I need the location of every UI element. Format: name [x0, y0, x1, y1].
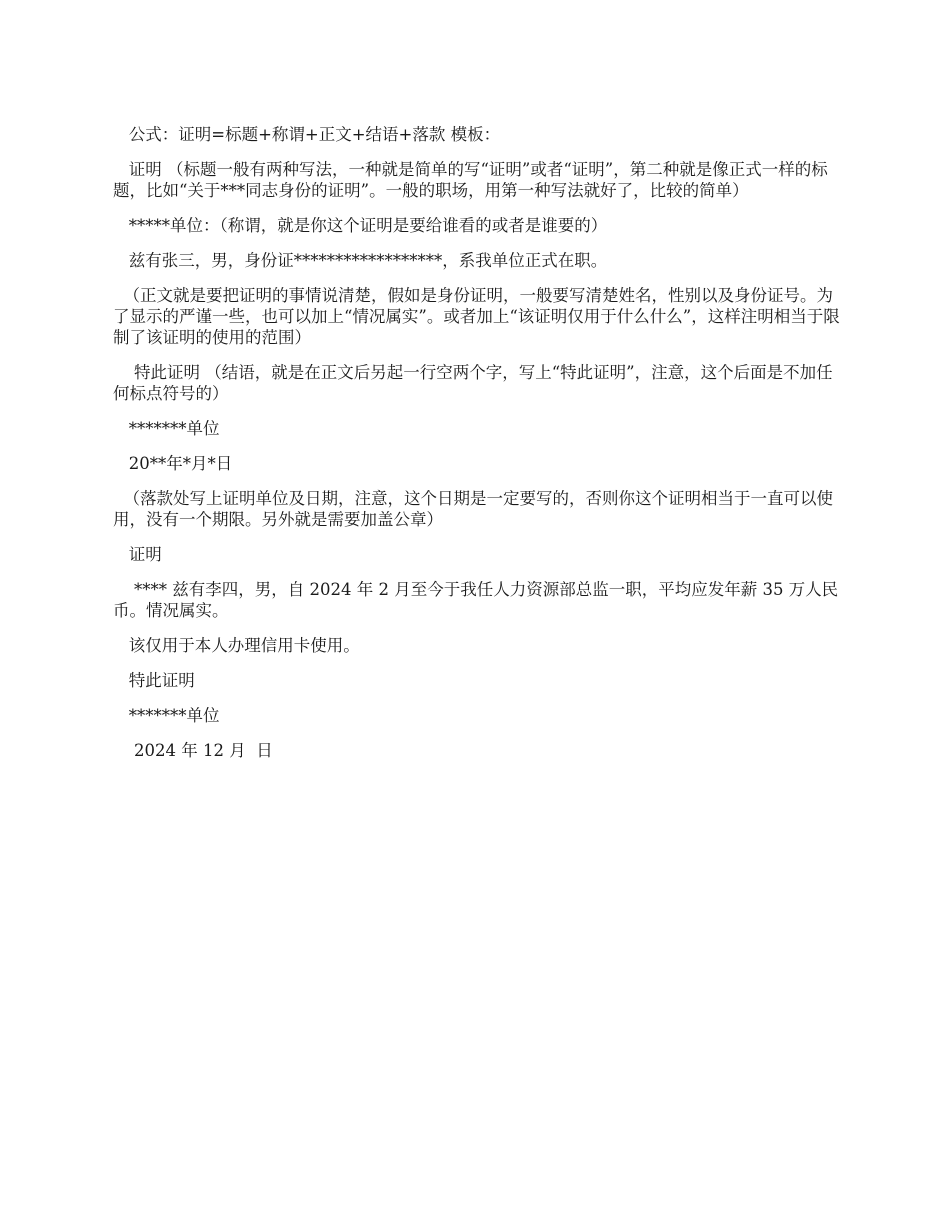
sample-usage-paragraph: 该仅用于本人办理信用卡使用。: [113, 636, 360, 655]
sample-date-paragraph: 2024 年 12 月 日: [113, 741, 273, 760]
title-explanation-paragraph: 证明 （标题一般有两种写法，一种就是简单的写“证明”或者“证明”，第二种就是像正式一样的标题，比如“关于***同志身份的证明”。一般的职场，用第一种写法就好了，比较的简单）: [113, 160, 828, 200]
body-example-paragraph: 兹有张三，男，身份证******************，系我单位正式在职。: [113, 251, 608, 270]
document-body: [113, 124, 843, 775]
body-explanation-paragraph: （正文就是要把证明的事情说清楚，假如是身份证明，一般要写清楚姓名，性别以及身份证号。为了显示的严谨一些，也可以加上“情况属实”。或者加上“该证明仅用于什么什么”，这样注明相当于限制了该证明的使用的范围）: [113, 286, 840, 347]
sample-title-paragraph: 证明: [113, 545, 162, 564]
closing-explanation-paragraph: 特此证明 （结语，就是在正文后另起一行空两个字，写上“特此证明”，注意，这个后面是不加任何标点符号的）: [113, 363, 833, 403]
salutation-paragraph: *****单位：（称谓，就是你这个证明是要给谁看的或者是谁要的）: [113, 216, 608, 235]
sample-closing-paragraph: 特此证明: [113, 671, 195, 690]
signature-explanation-paragraph: （落款处写上证明单位及日期，注意，这个日期是一定要写的，否则你这个证明相当于一直可以使用，没有一个期限。另外就是需要加盖公章）: [113, 489, 833, 529]
signature-unit-paragraph: *******单位: [113, 419, 220, 438]
sample-body-paragraph: **** 兹有李四，男，自 2024 年 2 月至今于我任人力资源部总监一职，平均应发年薪 35 万人民币。情况属实。: [113, 580, 839, 620]
formula-paragraph: 公式：证明=标题+称谓+正文+结语+落款 模板：: [113, 125, 501, 144]
signature-date-paragraph: 20**年*月*日: [113, 454, 233, 473]
sample-unit-paragraph: *******单位: [113, 706, 220, 725]
